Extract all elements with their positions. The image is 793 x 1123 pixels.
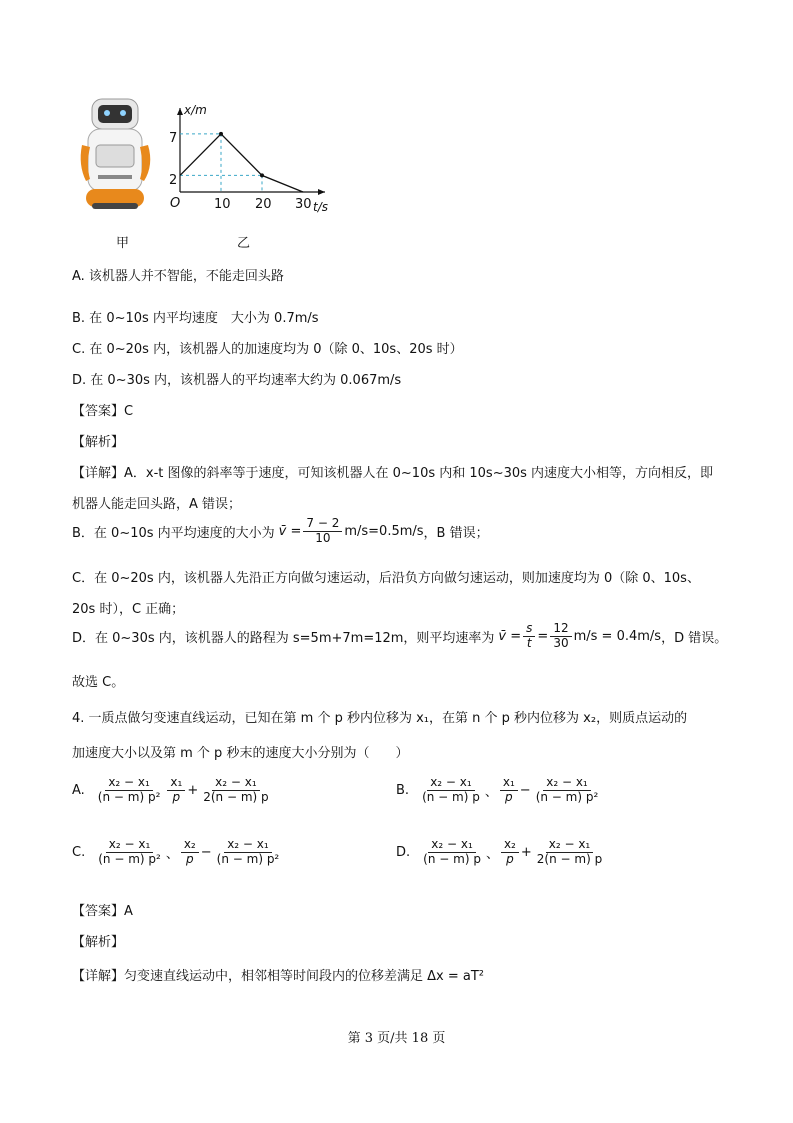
detail-d-frac1-num: s bbox=[523, 622, 535, 637]
detail-b-result: m/s=0.5m/s bbox=[344, 523, 424, 539]
detail-b-den: 10 bbox=[315, 530, 331, 545]
q4-detail: 【详解】匀变速直线运动中，相邻相等时间段内的位移差满足 Δx = aT² bbox=[72, 969, 484, 984]
q3-detail-a-line2: 机器人能走回头路，A 错误； bbox=[72, 497, 242, 512]
vbar-symbol: v̄ = bbox=[278, 523, 302, 539]
graph-xtick-30: 30 bbox=[295, 197, 312, 212]
q4-option-c-label: C. bbox=[72, 844, 86, 860]
q4-option-d-label: D. bbox=[396, 844, 411, 860]
detail-d-prefix: D．在 0~30s 内，该机器人的路程为 s=5m+7m=12m，则平均速率为 bbox=[72, 630, 495, 646]
detail-d-frac2-den: 30 bbox=[553, 635, 569, 650]
xt-line bbox=[180, 134, 303, 192]
q4-option-b: B. $\frac{\text{x₂ − x₁}}{(n - m) p}$ 、 $\frac{\text{x₁}}{p}$ − $\frac{\text{x₂ − x₁}}{\text{(n − m) p²}}$ bbox=[396, 775, 599, 804]
graph-ytick-7: 7 bbox=[169, 131, 178, 146]
q3-detail-b bbox=[72, 517, 489, 546]
q3-conclusion: 故选 C。 bbox=[72, 675, 125, 690]
graph-origin: O bbox=[170, 196, 181, 211]
graph-xtick-20: 20 bbox=[255, 197, 272, 212]
detail-d-suffix: ，D 错误。 bbox=[661, 630, 728, 646]
detail-d-frac2 bbox=[550, 622, 571, 651]
page-footer: 第 3 页/共 18 页 bbox=[347, 1031, 446, 1046]
detail-b-prefix: B．在 0~10s 内平均速度的大小为 bbox=[72, 525, 275, 541]
q4-option-a: A. $\frac{\text{x₂ − x₁}}{\text{(n − m) p²}}$ $\frac{\text{x₁}}{p}$ + $\frac{\text{x₂ − x₁}}{2(n - m) p}$ bbox=[72, 775, 269, 804]
detail-b-fraction bbox=[303, 517, 342, 546]
q3-option-c: C. 在 0~20s 内，该机器人的加速度均为 0（除 0、10s、20s 时） bbox=[72, 342, 463, 357]
q3-detail-d bbox=[72, 622, 727, 651]
q3-option-b: B. 在 0~10s 内平均速度 大小为 0.7m/s bbox=[72, 311, 319, 326]
q3-detail-a-line1: 【详解】A．x-t 图像的斜率等于速度，可知该机器人在 0~10s 内和 10s~30s 内速度大小相等，方向相反，即 bbox=[72, 466, 714, 481]
detail-b-suffix: ，B 错误； bbox=[423, 525, 489, 541]
detail-d-result: m/s = 0.4m/s bbox=[573, 628, 662, 644]
q3-answer bbox=[72, 400, 133, 419]
q4-answer bbox=[72, 900, 133, 919]
q4-option-b-label: B. bbox=[396, 782, 410, 798]
q3-detail-c-line1: C．在 0~20s 内，该机器人先沿正方向做匀速运动，后沿负方向做匀速运动，则加速度均为 0（除 0、10s、 bbox=[72, 571, 700, 586]
q3-option-d: D. 在 0~30s 内，该机器人的平均速率大约为 0.067m/s bbox=[72, 373, 402, 388]
answer-value: A bbox=[124, 904, 133, 919]
answer-tag: 【答案】 bbox=[72, 404, 125, 419]
data-point bbox=[260, 173, 264, 177]
caption-right: 乙 bbox=[237, 236, 251, 251]
q4-option-a-label: A. bbox=[72, 782, 85, 798]
q4-stem-line1: 4. 一质点做匀变速直线运动，已知在第 m 个 p 秒内位移为 x₁，在第 n 个 p 秒内位移为 x₂，则质点运动的 bbox=[72, 711, 688, 726]
graph-x-label: t/s bbox=[313, 200, 328, 214]
q4-option-c: C. $\frac{\text{x₂ − x₁}}{\text{(n − m) p²}}$ 、 $\frac{\text{x₂}}{p}$ − $\frac{\text{x₂ − x₁}}{\text{(n − m) p²}}$ bbox=[72, 837, 280, 866]
answer-value: C bbox=[124, 404, 134, 419]
detail-d-frac2-num: 12 bbox=[550, 622, 571, 637]
equals-sign: = bbox=[537, 628, 549, 644]
q4-option-d: D. $\frac{\text{x₂ − x₁}}{(n - m) p}$ 、 $\frac{\text{x₂}}{p}$ + $\frac{\text{x₂ − x₁}}{2(n - m) p}$ bbox=[396, 837, 603, 866]
graph-ytick-2: 2 bbox=[169, 173, 178, 188]
q4-stem-line2: 加速度大小以及第 m 个 p 秒末的速度大小分别为（ ） bbox=[72, 746, 409, 761]
q3-detail-c-line2: 20s 时），C 正确； bbox=[72, 602, 185, 617]
detail-d-frac1-den: t bbox=[526, 635, 532, 650]
vbar-symbol: v̄ = bbox=[498, 628, 522, 644]
detail-d-frac1 bbox=[523, 622, 535, 651]
q3-analysis-tag: 【解析】 bbox=[72, 435, 125, 450]
caption-left: 甲 bbox=[116, 236, 130, 251]
detail-b-num: 7 − 2 bbox=[303, 517, 342, 532]
answer-tag: 【答案】 bbox=[72, 904, 125, 919]
graph-xtick-10: 10 bbox=[214, 197, 231, 212]
q3-option-a: A. 该机器人并不智能，不能走回头路 bbox=[72, 269, 284, 284]
data-point bbox=[219, 132, 223, 136]
q4-analysis-tag: 【解析】 bbox=[72, 935, 125, 950]
graph-y-label: x/m bbox=[184, 103, 207, 117]
robot-illustration bbox=[78, 95, 156, 213]
